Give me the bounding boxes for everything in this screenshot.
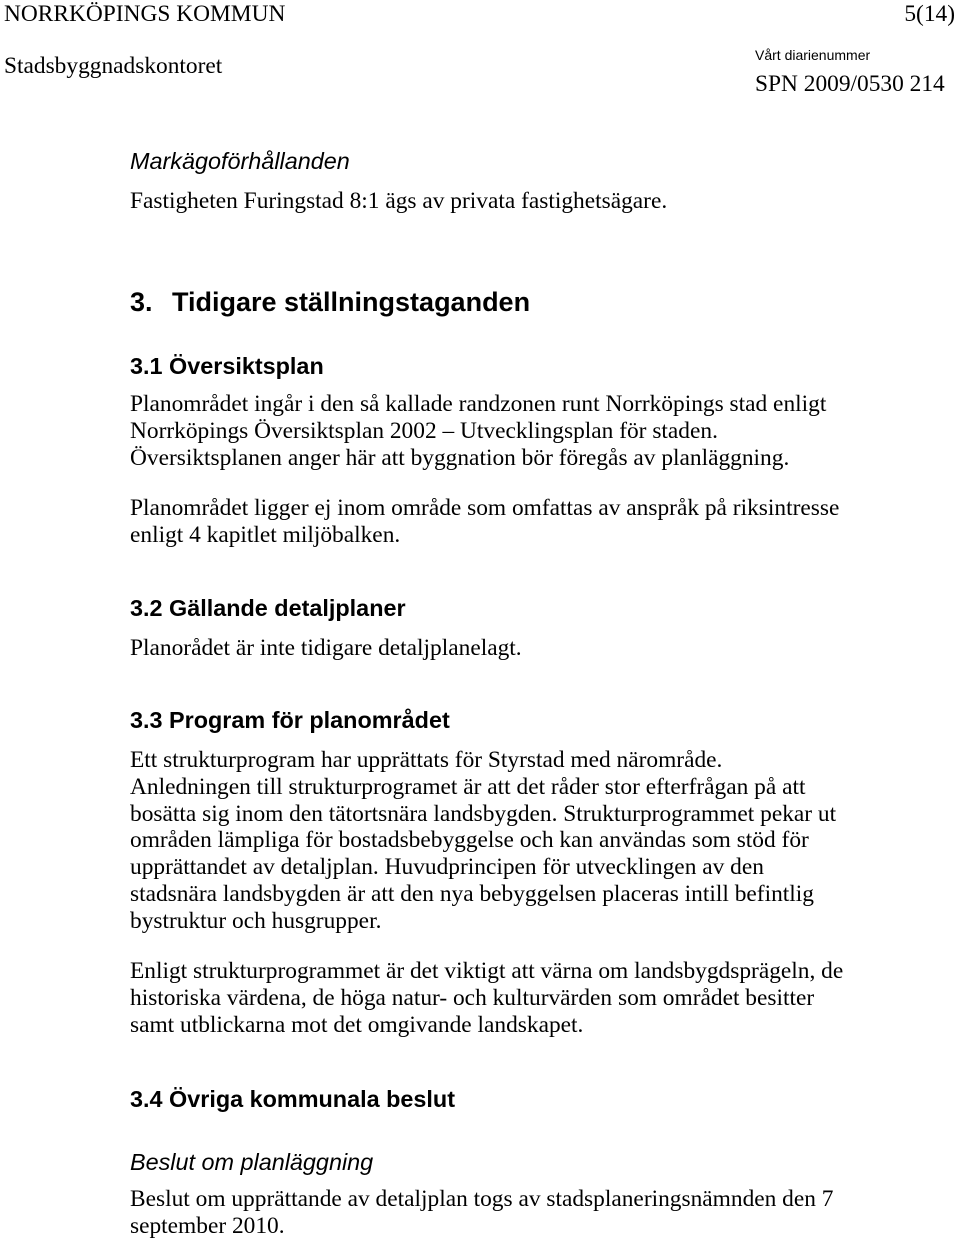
text-line: enligt 4 kapitlet miljöbalken.: [130, 522, 401, 548]
text-line: Fastigheten Furingstad 8:1 ägs av privata fastighetsägare.: [130, 188, 668, 214]
chapter-heading: [130, 287, 530, 318]
paragraph: [130, 495, 839, 549]
text-line: Norrköpings Översiktsplan 2002 – Utvecklingsplan för staden.: [130, 418, 718, 444]
paragraph: [130, 958, 843, 1039]
text-line: stadsnära landsbygden är att den nya bebyggelsen placeras intill befintlig: [130, 880, 814, 907]
text-line: Planområdet ingår i den så kallade randzonen runt Norrköpings stad enligt: [130, 391, 827, 417]
section-heading: 3.2 Gällande detaljplaner: [130, 595, 406, 621]
section-heading: 3.4 Övriga kommunala beslut: [130, 1086, 455, 1112]
text-line: Anledningen till strukturprogramet är att det råder stor efterfrågan på att: [130, 773, 806, 800]
organization-name: NORRKÖPINGS KOMMUN: [4, 1, 286, 27]
subheading-land-ownership: Markägoförhållanden: [130, 148, 350, 174]
text-line: Enligt strukturprogrammet är det viktigt att värna om landsbygdsprägeln, de: [130, 958, 844, 984]
text-line: upprättandet av detaljplan. Huvudprincipen för utvecklingen av den: [130, 854, 764, 881]
text-line: Planorådet är inte tidigare detaljplanelagt.: [130, 635, 522, 661]
page-number: 5(14): [904, 1, 955, 27]
text-line: Beslut om upprättande av detaljplan togs av stadsplaneringsnämnden den 7: [130, 1186, 834, 1212]
paragraph: [130, 188, 667, 215]
reference-label: Vårt diarienummer: [755, 47, 871, 63]
chapter-title: Tidigare ställningstaganden: [172, 287, 531, 317]
section-heading: 3.3 Program för planområdet: [130, 707, 450, 733]
subheading-planning-decision: Beslut om planläggning: [130, 1149, 374, 1175]
text-line: samt utblickarna mot det omgivande landskapet.: [130, 1012, 584, 1038]
text-line: områden lämpliga för bostadsbebyggelse och kan användas som stöd för: [130, 827, 809, 854]
text-line: Ett strukturprogram har upprättats för Styrstad med närområde.: [130, 747, 723, 773]
chapter-number: 3.: [130, 287, 153, 317]
section-heading: 3.1 Översiktsplan: [130, 353, 324, 379]
paragraph: [130, 1186, 834, 1240]
text-line: historiska värdena, de höga natur- och kulturvärden som området besitter: [130, 985, 815, 1011]
department-name: Stadsbyggnadskontoret: [4, 53, 223, 79]
paragraph: [130, 747, 836, 935]
reference-number: SPN 2009/0530 214: [755, 71, 945, 97]
text-line: Översiktsplanen anger här att byggnation bör föregås av planläggning.: [130, 445, 790, 471]
text-line: september 2010.: [130, 1212, 285, 1239]
text-line: bystruktur och husgrupper.: [130, 907, 382, 934]
text-line: bosätta sig inom den tätortsnära landsbygden. Strukturprogrammet pekar ut: [130, 800, 837, 827]
text-line: Planområdet ligger ej inom område som omfattas av anspråk på riksintresse: [130, 495, 840, 521]
paragraph: [130, 635, 522, 662]
paragraph: [130, 391, 826, 472]
